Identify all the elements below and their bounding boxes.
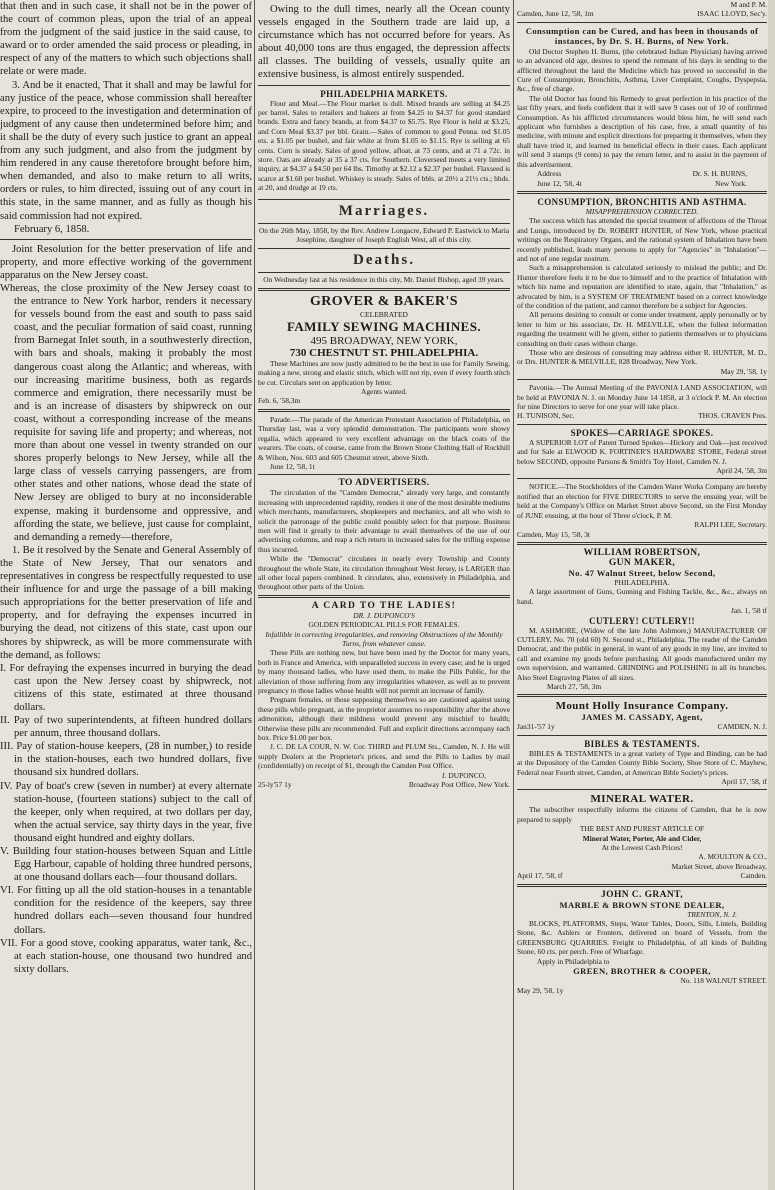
card-doctor: DR. J. DUPONCO'S <box>353 610 415 620</box>
advertisers-text-2: While the "Democrat" circulates in nearly every Township and County throughout the whole State, its circulation throughout West Jersey, is LARGER than all other local papers combined. It circulates, also, extensively in Philadelphia, and throughout other parts of the Union. <box>258 554 510 592</box>
cutlery-text: M. ASHMORE, (Widow of the late John Ashmore,) MANUFACTURER OF CUTLERY, No. 70 (old 60) N. Second st., Philadelphia. The reader of the Camden Democrat, and the public in general, in want of any goods in my line, are invited to call and examine my goods before purchasing. All goods manufactured under my own supervision, and warranted. GRINDING and POLISHING in all its branches. Also Steel Engraving Plates of all sizes. <box>517 625 767 682</box>
mw-city: Camden. <box>740 871 767 881</box>
jg-name: JOHN C. GRANT, <box>601 889 683 900</box>
cutlery-title: CUTLERY! CUTLERY!! <box>589 615 695 626</box>
joint-resolution-title: Joint Resolution for the better preservation of life and property, and more effective working of the government apparatus on the New Jersey coast. <box>0 243 252 281</box>
mh-city: CAMDEN, N. J. <box>717 722 767 732</box>
mh-agent: JAMES M. CASSADY, Agent, <box>581 712 703 723</box>
column-rule <box>513 0 514 1190</box>
advertisers-title: TO ADVERTISERS. <box>338 478 430 489</box>
bibles-title: BIBLES & TESTAMENTS. <box>584 738 700 749</box>
mh-title: Mount Holly Insurance Company. <box>555 700 729 713</box>
cb-text-2: Such a misapprehension is calculated seriously to mislead the public; and Dr. Hunter therefore feels it to be due to himself and to the practice of Inhalation with which his name and reputation are identified to state, again, that "Inhalation," as advocated by him, is a SYSTEM OF TREATMENT based on a correct knowledge of the condition of the patient, and cannot therefore be a subject for Agencies. <box>517 263 767 310</box>
jg-firm: GREEN, BROTHER & COOPER, <box>573 966 711 977</box>
deaths-title: Deaths. <box>258 248 510 273</box>
divider <box>258 474 510 475</box>
consumption-sign <box>517 169 767 178</box>
law-text-continued: that then and in such case, it shall not be in the power of the court of common pleas, upon the trial of an appeal from the judgment of the said justice in the said cause, to award or to order amended the said process or pleading, in respect of any of the matters to which such objections shall relate or were made. <box>0 1 252 78</box>
resolution-1: 1. Be it resolved by the Senate and General Assembly of the State of New Jersey, That our senators and representatives in congress be respectfully requested to use their influence for and urge the passage of a bill making such appropriations for the better preservation of life and property, and for defraying the expenses incurred in burying the dead, not citizens of this state, cast upon our shores by shipwreck, as will be more commensurate with the demand, as follows: <box>0 544 252 661</box>
pavonia-president: THOS. CRAVEN Pres. <box>698 411 767 421</box>
divider <box>258 409 510 412</box>
parade-date: June 12, '58, 1t <box>270 461 315 471</box>
card-subtitle: Infallible in correcting irregularities, and removing Obstructions of the Monthly Turns, from whatever cause. <box>265 629 503 648</box>
jg-city: TRENTON, N. J. <box>687 909 737 919</box>
mw-footer <box>517 871 767 880</box>
divider <box>517 379 767 380</box>
resolution-item: I. For defraying the expenses incurred in burying the dead cast upon the New Jersey coast by shipwreck, not citizens of this state, estimated at three thousand dollars. <box>0 662 252 713</box>
lloyd-sign: ISAAC LLOYD, Sec'y. <box>697 9 767 19</box>
water-notice: NOTICE.—The Stockholders of the Camden Water Works Company are hereby notified that an election for FIVE DIRECTORS to serve the ensuing year, will be held at the Company's Office on Market Street above Second, on the First Monday of JUNE ensuing, at the hour of Three o'clock, P. M. <box>517 482 767 520</box>
cb-text-4: Those who are desirous of consulting may address either R. HUNTER, M. D., or Drs. HUNTER & MELVILLE, 828 Broadway, New York. <box>517 348 767 367</box>
resolution-item: II. Pay of two superintendents, at fifteen hundred dollars per annum, three thousand dollars. <box>0 715 252 740</box>
wr-address: No. 47 Walnut Street, below Second, <box>568 567 716 578</box>
marriages-title: Marriages. <box>258 199 510 224</box>
bibles-date: April 17, '58, tf <box>721 777 767 786</box>
divider <box>0 239 252 240</box>
next-column-edge <box>768 0 775 1190</box>
divider <box>517 542 767 545</box>
owing-notice: Owing to the dull times, nearly all the Ocean county vessels engaged in the Southern trade are laid up, a circumstance which has not occurred before for years. As about 40,000 tons are thus engaged, the depression affects all classes. The building of vessels, usually quite an extensive business, is almost entirely suspended. <box>258 4 510 81</box>
law-section-3: 3. And be it enacted, That it shall and may be lawful for any justice of the peace, whose commission shall hereafter expire, to proceed to the investigation and determination of judgment of any cause then undetermined before him; and it shall be the duty of every such justice to grant an appeal from any such judgment, and also from the judgment by him rendered in any cause theretofore brought before him, when demanded, and also to make return to all writs, orders or rules, to him directed, issuing out of any court in this state, in the same manner, and as fully as though his said commission had not expired. <box>0 79 252 222</box>
jg-address: No. 118 WALNUT STREET. <box>680 976 767 986</box>
card-footer-address: Broadway Post Office, New York. <box>408 780 510 790</box>
mw-text: The subscriber respectfully informs the citizens of Camden, that he is now prepared to supply <box>517 805 767 824</box>
water-sign: RALPH LEE, Secretary. <box>694 520 767 530</box>
pavonia-sign <box>517 411 767 420</box>
lloyd-date: Camden, June 12, '58, 1m <box>517 9 594 19</box>
gb-celebrated: CELEBRATED <box>360 309 408 319</box>
card-footer-date: 25-ly'57 1y <box>258 780 292 790</box>
resolution-item: IV. Pay of boat's crew (seven in number) at every alternate station-house, (fourteen stations) subject to the call of the keeper, only when required, at two dollars per day, when the actual service, say thirty days in the year, five thousand eight hundred and eighty dollars. <box>0 780 252 844</box>
bibles-text: BIBLES & TESTAMENTS in a great variety of Type and Binding, can be had at the Depository of the Camden County Bible Society, Shoe Store of C. Mayhew, Federal near Fourth street, Camden, at American Bible Society's prices. <box>517 748 767 777</box>
wr-name: WILLIAM ROBERTSON, <box>583 547 701 558</box>
mw-address: Market Street, above Broadway, <box>671 861 767 871</box>
card-pills: GOLDEN PERIODICAL PILLS FOR FEMALES. <box>308 620 460 630</box>
mw-title: MINERAL WATER. <box>590 793 694 806</box>
gb-date: Feb. 6, '58,3m <box>258 396 301 406</box>
jg-text: BLOCKS, PLATFORMS, Steps, Water Tables, Doors, Sills, Lintels, Building Stone, &c. Ashlers or Fronters, delivered on board of Vessels, from the GREENSBURG QUARRIES. Freight to Philadelphia, of all kinds of Building Stone, 60 cts. per perch. Free of Wharfage. <box>517 919 767 957</box>
divider <box>258 595 510 598</box>
card-text-2: Pregnant females, or those supposing themselves so are cautioned against using these pills while pregnant, as the proprietor assumes no responsibility after the above admonition, although their mildness would prevent any mischief to health; Otherwise these pills are recommended. Full and explicit directions accompany each box. Price $1.00 per box. <box>258 695 510 743</box>
gb-agents: Agents wanted. <box>361 387 407 397</box>
consumption-text-2: The old Doctor has found his Remedy to great perfection in his practice of the last fifty years, and feels confident that it will save 9 cases out of 10 of confirmed Consumption. As his afflicted circumstances would bless him, he will send each applicant who furnishes a description of his case, free, a small quantity of his medicine, with minute and explicit directions for preparing it themselves, when they shall have tried it, and learned its beneficial effects in their cases. Each applicant will send 3 stamps (9 cents) to pay the return letter, and to assist in the payment of this advertisement. <box>517 93 767 169</box>
consumption-text: Old Doctor Stephen H. Burns, (the celebrated Indian Physician) having arrived to an advanced old age, desires to spend the remnant of his days in sending to the afflicted throughout the land the Medicine which has proved so successful in the Cure of Consumption, Bronchitis, Asthma, Liver Complaint, Coughs, Dyspepsia, &c., free of charge. <box>517 46 767 94</box>
column-right <box>517 0 767 995</box>
consumption-date: June 12, '58, 4t <box>537 178 582 188</box>
wr-city: PHILADELPHIA. <box>614 577 670 587</box>
whereas-text: Whereas, the close proximity of the New Jersey coast to the entrance to New York harbor, renders it necessary for vessels bound from the east and south to pass said coast, and the peculiar formation of said coast, running from Barnegat Inlet south, in a southwesterly direction, with bars and shoals, making it probably the most dangerous coast along the Atlantic; and whereas, with our increasing maritime business, both as regards commerce and emigration, there necessarily must be and is an increase of disasters by shipwreck on our coast, without a corresponding increase of the means requisite for saving life and property; and whereas, not more than about one vessel in twenty stranded on our shores properly belongs to New Jersey, while all the large class of vessels carrying passengers, are from other states and other nations, whose dead the state of New Jersey are obliged to bury at no inconsiderable expense, making it burdensome and oppressive, and affording the state, we believe, just cause for complaint, and demanding a remedy—therefore, <box>0 282 252 543</box>
divider <box>258 288 510 291</box>
wr-title: GUN MAKER, <box>608 557 676 568</box>
jg-apply: Apply in Philadelphia to <box>537 956 610 966</box>
cb-date: May 29, '58, 1y <box>720 366 767 376</box>
consumption-city: New York. <box>715 178 747 188</box>
divider <box>258 85 510 86</box>
spokes-title: SPOKES—CARRIAGE SPOKES. <box>570 427 714 438</box>
spokes-date: April 24, '58, 3m <box>716 466 767 476</box>
column-rule <box>254 0 255 1190</box>
wr-date: Jan. 1, '58 tf <box>730 606 767 616</box>
jg-title: MARBLE & BROWN STONE DEALER, <box>559 899 725 910</box>
deaths-text: On Wednesday last at his residence in this city, Mr. Daniel Bishop, aged 39 years. <box>263 275 505 285</box>
divider <box>517 789 767 790</box>
mw-best: THE BEST AND PUREST ARTICLE OF <box>579 824 705 834</box>
divider <box>517 884 767 887</box>
cb-text-3: All persons desiring to consult or come under treatment, apply personally or by letter to him or his associate, Dr. H. MELVILLE, when the fullest information regarding the treatment will be given, either to patients themselves or to physicians consulting on their cases without charge. <box>517 310 767 348</box>
pavonia-secretary: H. TUNISON, Sec. <box>517 411 575 421</box>
markets-title: PHILADELPHIA MARKETS. <box>320 88 448 99</box>
pavonia-notice: Pavonia.—The Annual Meeting of the PAVONIA LAND ASSOCIATION, will be held at PAVONIA N. J. on Monday June 14 1858, at 3 o'clock P. M. An election for nine Directors to serve for one year will take place. <box>517 383 767 412</box>
advertisers-text: The circulation of the "Camden Democrat," already very large, and constantly increasing with unprecedented rapidity, renders it one of the most desirable mediums which merchants, manufacturers, shopkeepers and mechanics, and all who wish to solicit the patronage of the public could possibly select for that purpose. Business men will find it greatly to their advantage to avail themselves of the use of our advertising columns, and reap a rich return in increased sales for the trifling expense thus incurred. <box>258 488 510 554</box>
gb-title: FAMILY SEWING MACHINES. <box>287 318 481 334</box>
divider <box>517 424 767 425</box>
consumption-title: Consumption can be Cured, and has been in thousands of instances, by Dr. S. H. Burns, of New York. <box>525 25 759 47</box>
column-left <box>0 0 252 976</box>
wr-text: A large assortment of Guns, Gunning and Fishing Tackle, &c., &c., always on hand. <box>517 587 767 606</box>
cb-title: CONSUMPTION, BRONCHITIS AND ASTHMA. <box>537 196 747 207</box>
consumption-signature: Dr. S. H. BURNS, <box>692 169 747 179</box>
card-text: These Pills are nothing new, but have been used by the Doctor for many years, both in France and America, with unparalleled success in every case; and he is urged by many thousand ladies, who have used them, to make the Pills Public, for the alleviation of those suffering from any irregularities whatever, as well as to prevent pregnancy to those ladies whose health will not permit an increase of family. <box>258 648 510 696</box>
mh-date: Jan31-'57 1y <box>517 722 555 732</box>
mw-items: Mineral Water, Porter, Ale and Cider, <box>582 833 702 843</box>
resolution-item: VII. For a good stove, cooking apparatus, water tank, &c., at each station-house, one thousand two hundred and sixty dollars. <box>0 937 252 975</box>
card-text-3: J. C. DE LA COUR, N. W. Cor. THIRD and PLUM Sts., Camden, N. J. He will supply Dealers at the Proprietor's prices, and send the Pills to Ladies by mail (confidentially) on receipt of $1, through the Camden Post Office. <box>258 742 510 771</box>
divider <box>517 191 767 194</box>
divider <box>517 735 767 736</box>
jg-date: May 29, '58, 1y <box>517 985 564 995</box>
card-signature: J. DUPONCO, <box>441 770 486 780</box>
gb-address-ny: 495 BROADWAY, NEW YORK, <box>310 334 458 347</box>
gb-text: These Machines are now justly admitted to be the best in use for Family Sewing, making a new, strong and elastic stitch, which will not rip, even if every fourth stitch be cut. Circulars sent on application by letter. <box>258 358 510 387</box>
resolution-item: VI. For fitting up all the old station-houses in a tenantable condition for the residence of the keepers, say three hundred dollars each—seven thousand four hundred dollars. <box>0 885 252 936</box>
spokes-text: A SUPERIOR LOT of Patent Turned Spokes—Hickory and Oak—just received and for Sale at ELWOOD K. FORTINER'S HARDWARE STORE, Federal street below SECOND, opposite Parsons & Smith's Toy Hotel, Camden N. J. <box>517 437 767 466</box>
consumption-address-label: Address <box>537 169 562 179</box>
divider <box>517 478 767 479</box>
divider <box>517 694 767 697</box>
resolution-item: III. Pay of station-house keepers, (28 in number,) to reside in the station-houses, each two hundred dollars, five thousand six hundred dollars. <box>0 741 252 779</box>
water-date: Camden, May 15, '58, 3t <box>517 529 590 539</box>
marriages-text: On the 26th May, 1858, by the Rev. Andrew Longacre, Edward P. Eastwick to Maria Josephine, daughter of Joseph English West, all of this city. <box>258 225 510 245</box>
mw-sign: A. MOULTON & CO., <box>698 852 767 862</box>
cutlery-date: March 27, '58, 3m <box>547 681 602 691</box>
divider <box>517 22 767 23</box>
resolution-item: V. Building four station-houses between Squan and Little Egg Harbour, capable of holding three hundred persons, at one thousand dollars each—four thousand dollars. <box>0 846 252 884</box>
lloyd-line <box>517 9 767 18</box>
card-title: A CARD TO THE LADIES! <box>311 600 457 611</box>
column-middle <box>258 0 510 790</box>
parade-notice: Parade.—The parade of the American Protestant Association of Philadelphia, on Thursday last, was a very splendid demonstration. The participants wore showy regalia, which appeared to very excellent advantage on the black coats of the wearers. The coats, of course, came from the Brown Stone Clothing Hall of Rockhill & Wilson, Nos. 603 and 605 Chestnut street, above Sixth. <box>258 414 510 462</box>
cb-text: The success which has attended the special treatment of affections of the Throat and Lungs, introduced by Dr. ROBERT HUNTER, of New York, whose practical writings on the Respiratory Organs, and the rational system of Inhalation have been recently published, leads many persons to apply for "Agencies" in "Inhalation"—and not of one regular nostrum. <box>517 216 767 263</box>
consumption-footer <box>517 179 767 188</box>
card-footer <box>258 780 510 789</box>
gb-address-phila: 730 CHESTNUT ST. PHILADELPHIA. <box>289 346 479 359</box>
mw-price: At the Lowest Cash Prices! <box>601 843 683 853</box>
cb-subtitle: MISAPPREHENSION CORRECTED. <box>585 206 699 216</box>
mh-footer <box>517 722 767 731</box>
gb-name: GROVER & BAKER'S <box>310 293 458 309</box>
markets-text: Flour and Meal.—The Flour market is dull. Mixed brands are selling at $4.25 per barrel. Sales to retailers and bakers at from $4.25 to $4.37 for good standard brands. Extra and fancy brands, at from $4.37 to $5.75. Rye Flour is held at $3.25, and Corn Meal $3.37 per bbl. Grain.—Sales of common to good Penna. red $1.05 ets. a $1.05 per bushel, and fair white at from $1.05 to $1.15. Rye is selling at 65 cents. Corn is steady. Sales of good yellow, afloat, at 73 cents, and at 71 a 72c. in store. Oats are already at 35 a 37 cts. for Southern. Cloverseed meets a very limited inquiry, at $4.37 a $4.50 per 64 lbs. Timothy at $2.12 a $2.37 per bushel. Flaxseed is scarce at $1.60 per bushel. Whiskey is steady. Sales of bbls. at 20½ a 21½ cts.; hhds. at 20, and drudge at 19 cts. <box>258 98 510 193</box>
top-fragment: M and P. M. <box>730 0 767 9</box>
mw-date: April 17, '58, tf <box>517 871 563 881</box>
law-date: February 6, 1858. <box>14 223 90 235</box>
